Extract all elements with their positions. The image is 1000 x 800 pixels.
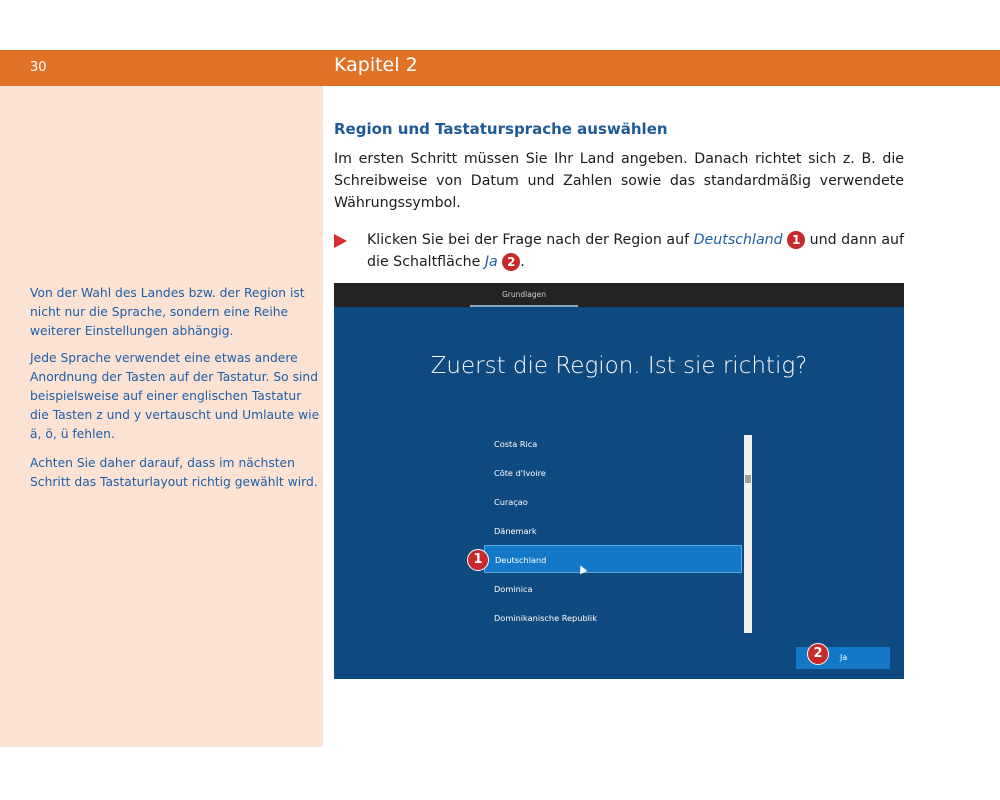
instruction-text: Klicken Sie bei der Frage nach der Region auf — [367, 232, 694, 248]
callout-badge-2: 2 — [807, 643, 829, 665]
sidebar-paragraph: Jede Sprache verwendet eine etwas andere Anordnung der Tasten auf der Tastatur. So sind beispielsweise auf einer englischen Tastatur die Tasten z und y vertauscht und Umlaute wie ä, ö, ü fehlen. — [30, 351, 320, 441]
tab-underline — [470, 305, 578, 307]
region-list-item[interactable]: Curaçao — [494, 497, 528, 507]
region-list-item-selected[interactable]: Deutschland — [484, 545, 742, 573]
region-list-item[interactable]: Costa Rica — [494, 439, 538, 449]
instruction-text: und dann auf die Schaltfläche — [367, 232, 905, 270]
intro-paragraph: Im ersten Schritt müssen Sie Ihr Land angeben. Danach richtet sich z. B. die Schreibweise von Datum und Zahlen sowie das standardmäßig verwendete Währungssymbol. — [334, 151, 904, 211]
instruction-term-region: Deutschland — [693, 232, 783, 248]
sidebar-paragraph: Von der Wahl des Landes bzw. der Region ist nicht nur die Sprache, sondern eine Reihe weiterer Einstellungen abhängig. — [30, 286, 305, 338]
region-list-item[interactable]: Dominikanische Republik — [494, 613, 597, 623]
region-list-item[interactable]: Dominica — [494, 584, 533, 594]
instruction-step — [367, 229, 907, 273]
page-number: 30 — [30, 60, 47, 75]
setup-screenshot — [334, 283, 904, 679]
sidebar-paragraph: Achten Sie daher darauf, dass im nächsten Schritt das Tastaturlayout richtig gewählt wird. — [30, 456, 318, 489]
step-badge-1: 1 — [787, 231, 805, 249]
step-badge-2: 2 — [502, 253, 520, 271]
scrollbar-thumb[interactable] — [745, 475, 751, 483]
section-heading: Region und Tastatursprache auswählen — [334, 120, 668, 138]
region-list-item[interactable]: Dänemark — [494, 526, 537, 536]
tab-grundlagen: Grundlagen — [502, 290, 546, 299]
chapter-title: Kapitel 2 — [334, 54, 418, 76]
instruction-text: . — [520, 254, 525, 270]
region-list-scrollbar[interactable] — [744, 435, 752, 633]
instruction-arrow-icon — [334, 234, 347, 248]
region-list-item[interactable]: Côte d'Ivoire — [494, 468, 546, 478]
ja-button-label: Ja — [840, 653, 848, 662]
callout-badge-1: 1 — [467, 549, 489, 571]
instruction-term-button: Ja — [484, 254, 498, 270]
setup-top-bar — [334, 283, 904, 307]
chapter-header-bar — [0, 50, 1000, 86]
region-question: Zuerst die Region. Ist sie richtig? — [430, 353, 808, 379]
